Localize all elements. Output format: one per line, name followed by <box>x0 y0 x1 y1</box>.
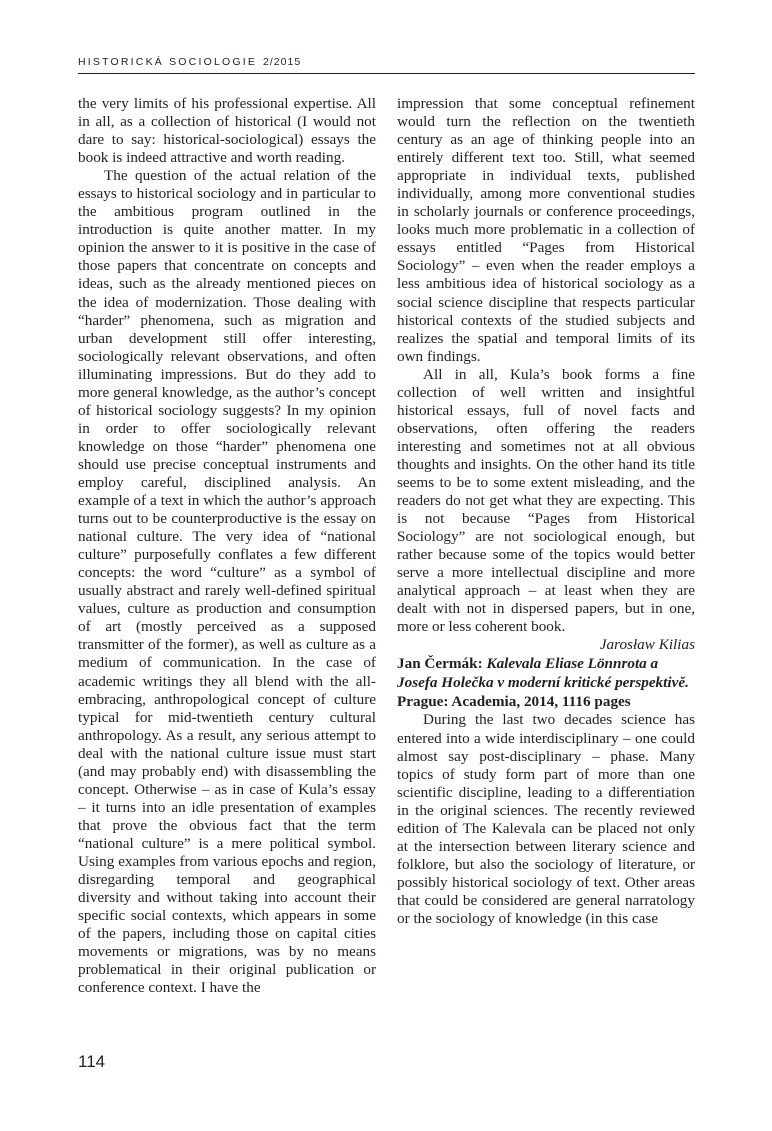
reviewer-signature: Jarosław Kilias <box>599 636 695 654</box>
journal-title: HISTORICKÁ SOCIOLOGIE <box>78 56 258 68</box>
review-book-title: Kalevala Eliase Lönnrota a Josefa Holečka v moderní kritické perspektivě. <box>397 655 689 692</box>
page-number: 114 <box>78 1052 106 1071</box>
header-rule <box>78 73 695 74</box>
running-head <box>78 56 301 68</box>
review-publication: Prague: Academia, 2014, 1116 pages <box>397 693 631 711</box>
paragraph-continuation: impression that some conceptual refinement would turn the reflection on the twentieth century as an age of thinking people into an entirely different text too. Still, what seemed appropriate in individual texts, published individually, among more conventional studies in scholarly journals or conference proceedings, looks much more problematic in a collection of essays entitled “Pages from Historical Sociology” – even when the reader employs a less ambitious idea of historical sociology as a social science discipline that respects particular historical contexts of the studied subjects and realizes the spatial and temporal limits of its own findings. <box>397 95 695 365</box>
issue-number: 2/2015 <box>263 56 302 68</box>
right-column <box>397 95 695 928</box>
paragraph-continuation: the very limits of his professional expertise. All in all, as a collection of historical (I would not dare to say: historical-sociological) essays the book is indeed attractive and worth reading. <box>78 95 376 167</box>
left-column <box>78 95 376 997</box>
paragraph: All in all, Kula’s book forms a fine collection of well written and insightful historical essays, full of novel facts and observations, often offering the readers interesting and sometimes not at all obvious thoughts and insights. On the other hand its title seems to be to some extent misleading, and the readers do not get what they are expecting. This is not because “Pages from Historical Sociology” are not sociological enough, but rather because some of the topics would better serve a more intellectual discipline and more analytical approach – at least when they are dealt with not in dispersed papers, but in one, more or less coherent book. <box>397 365 695 636</box>
review-author: Jan Čermák: <box>397 655 483 673</box>
paragraph: During the last two decades science has entered into a wide interdisciplinary – one could almost say post-disciplinary – phase. Many topics of study form part of more than one scientific discipline, leading to a differentiation in the original sciences. The recently reviewed edition of The Kalevala can be placed not only at the intersection between literary science and folklore, but also the sociology of literature, or possibly historical sociology of text. Other areas that could be considered are general narratology or the sociology of knowledge (in this case <box>397 711 695 927</box>
review-heading <box>397 654 695 711</box>
paragraph: The question of the actual relation of the essays to historical sociology and in particular to the ambitious program outlined in the introduction is quite another matter. In my opinion the answer to it is positive in the case of those papers that concentrate on concepts and ideas, such as the already mentioned pieces on the idea of modernization. Those dealing with “harder” phenomena, such as migration and urban development still offer interesting, sociologically relevant observations, and often illuminating impressions. But do they add to more general knowledge, as the author’s concept of historical sociology suggests? In my opinion in order to offer sociologically relevant knowledge on those “harder” phenomena one should use precise conceptual instruments and employ careful, disciplined analysis. An example of a text in which the author’s approach turns out to be counterproductive is the essay on national culture. The very idea of “national culture” purposefully conflates a few different concepts: the word “culture” as a symbol of usually abstract and rarely well-defined spiritual values, culture as production and consumption of art (mostly perceived as a supposed transmitter of the former), as well as culture as a medium of communication. In the case of academic writings they all blend with the all-embracing, anthropological concept of culture typical for mid-twentieth century cultural anthropology. As a result, any serious attempt to deal with the national culture issue must start (and may probably end) with disassembling the concept. Otherwise – as in case of Kula’s essay – it turns into an idle presentation of examples that prove the obvious fact that the term “national culture” is a mere political symbol. Using examples from various epochs and region, disregarding temporal and geographical diversity and without taking into account their specific social contexts, which appears in some of the papers, including those on capital cities movements or migrations, was by no means problematical in their original publication or conference context. I have the <box>78 167 376 997</box>
